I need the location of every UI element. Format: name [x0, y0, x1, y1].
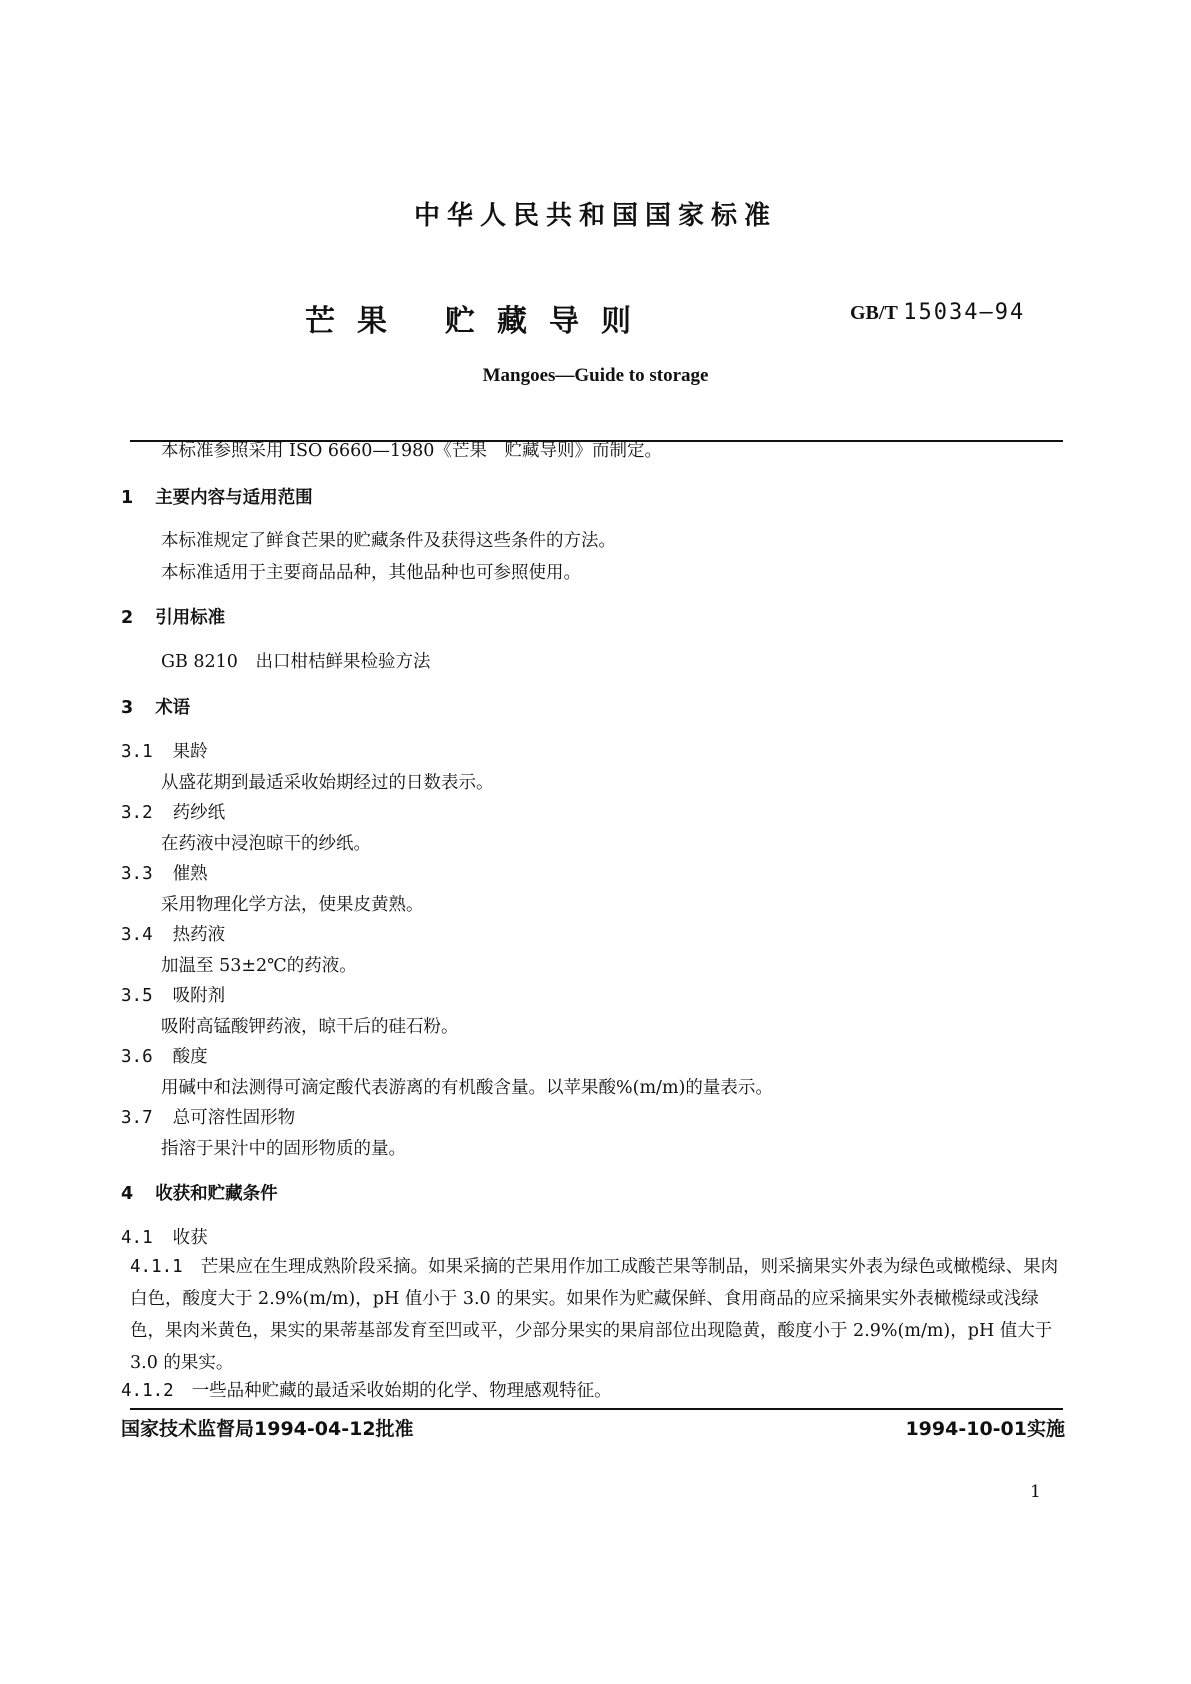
term-3-3-definition: 采用物理化学方法，使果皮黄熟。 [161, 895, 424, 915]
standard-code-prefix: GB/T [850, 302, 898, 324]
term-name: 果龄 [172, 742, 208, 762]
term-3-3 [121, 860, 208, 885]
title-part-storage-guide: 贮藏导则 [445, 304, 653, 339]
section-4-heading [121, 1180, 278, 1205]
term-3-4-definition: 加温至 53±2℃的药液。 [161, 956, 357, 976]
page-number: 1 [1030, 1482, 1041, 1502]
standard-code [850, 299, 1025, 325]
term-3-4 [121, 921, 225, 946]
clause-4-1-1 [130, 1251, 1060, 1379]
subsection-4-1 [121, 1224, 208, 1249]
section-1-title: 主要内容与适用范围 [155, 488, 313, 508]
document-title [305, 296, 653, 340]
term-3-1 [121, 738, 208, 763]
term-number: 3.6 [121, 1047, 153, 1067]
term-3-7 [121, 1104, 295, 1129]
section-1-number: 1 [121, 488, 134, 508]
term-number: 3.7 [121, 1108, 153, 1128]
term-3-5 [121, 982, 225, 1007]
national-standard-heading: 中华人民共和国国家标准 [413, 201, 777, 231]
section-2-title: 引用标准 [155, 608, 226, 628]
term-name: 吸附剂 [172, 986, 226, 1006]
term-3-1-definition: 从盛花期到最适采收始期经过的日数表示。 [161, 773, 494, 793]
section-3-title: 术语 [155, 698, 191, 718]
clause-number: 4.1.1 [130, 1257, 183, 1277]
approval-statement: 国家技术监督局1994-04-12批准 [121, 1418, 414, 1440]
term-3-2 [121, 799, 225, 824]
subsection-title: 收获 [172, 1228, 208, 1248]
title-part-mango: 芒果 [305, 304, 409, 339]
section-2-number: 2 [121, 608, 134, 628]
section-1-heading [121, 484, 313, 509]
section-1-paragraph-1: 本标准规定了鲜食芒果的贮藏条件及获得这些条件的方法。 [161, 531, 616, 551]
section-3-number: 3 [121, 698, 134, 718]
english-title: Mangoes—Guide to storage [482, 365, 709, 386]
subsection-number: 4.1 [121, 1228, 153, 1248]
term-number: 3.2 [121, 803, 153, 823]
footer-divider [130, 1408, 1063, 1410]
term-3-2-definition: 在药液中浸泡晾干的纱纸。 [161, 834, 371, 854]
term-3-6-definition: 用碱中和法测得可滴定酸代表游离的有机酸含量。以苹果酸%(m/m)的量表示。 [161, 1078, 773, 1098]
section-4-number: 4 [121, 1184, 134, 1204]
section-2-heading [121, 604, 225, 629]
term-3-5-definition: 吸附高锰酸钾药液，晾干后的硅石粉。 [161, 1017, 459, 1037]
implementation-date: 1994-10-01实施 [905, 1418, 1065, 1440]
intro-paragraph: 本标准参照采用 ISO 6660—1980《芒果 贮藏导则》而制定。 [161, 441, 662, 461]
section-1-paragraph-2: 本标准适用于主要商品品种，其他品种也可参照使用。 [161, 563, 581, 583]
section-2-reference: GB 8210 出口柑桔鲜果检验方法 [161, 652, 431, 672]
term-number: 3.1 [121, 742, 153, 762]
section-3-heading [121, 694, 190, 719]
term-name: 药纱纸 [172, 803, 226, 823]
clause-text: 芒果应在生理成熟阶段采摘。如果采摘的芒果用作加工成酸芒果等制品，则采摘果实外表为绿色或橄榄绿、果肉白色，酸度大于 2.9%(m/m)，pH 值小于 3.0 的果实。如果作为贮藏保鲜、食用商品的应采摘果实外表橄榄绿或浅绿色，果肉米黄色，果实的果蒂基部发育至凹或平，少部分果实的果肩部位出现隐黄，酸度小于 2.9%(m/m)，pH 值大于 3.0 的果实。 [130, 1257, 1059, 1373]
standard-code-number: 15034—94 [903, 300, 1026, 325]
term-name: 催熟 [172, 864, 208, 884]
term-name: 热药液 [172, 925, 226, 945]
clause-4-1-2 [121, 1377, 612, 1402]
clause-number: 4.1.2 [121, 1381, 174, 1401]
clause-text: 一些品种贮藏的最适采收始期的化学、物理感观特征。 [191, 1381, 612, 1401]
term-number: 3.5 [121, 986, 153, 1006]
term-3-6 [121, 1043, 208, 1068]
section-4-title: 收获和贮藏条件 [155, 1184, 278, 1204]
term-number: 3.3 [121, 864, 153, 884]
term-name: 酸度 [172, 1047, 208, 1067]
term-3-7-definition: 指溶于果汁中的固形物质的量。 [161, 1139, 406, 1159]
term-number: 3.4 [121, 925, 153, 945]
term-name: 总可溶性固形物 [172, 1108, 296, 1128]
